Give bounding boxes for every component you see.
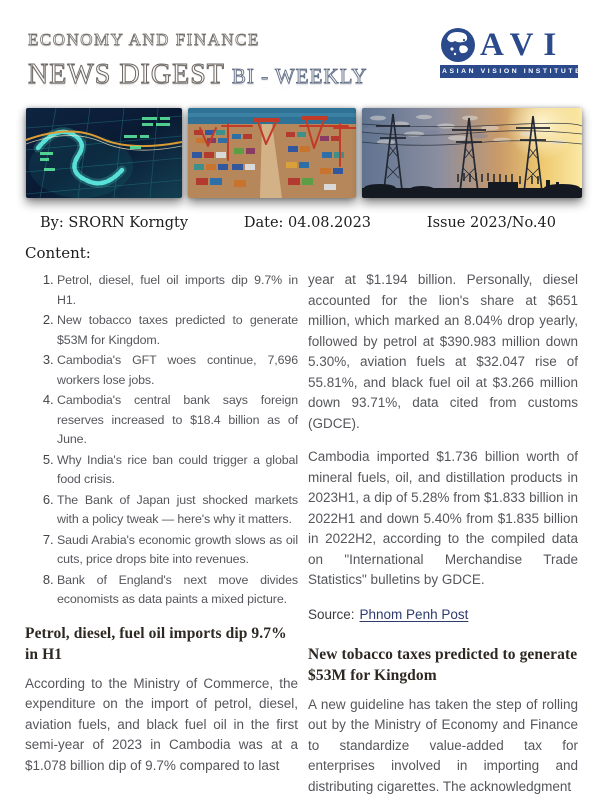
article1-text-right-2: Cambodia imported $1.736 billion worth of mineral fuels, oil, and distillation products in 2023H1, a dip of 5.28% from $1.833 billion in 2022H1 and down 5.40% from $1.835 billion in 2022H2, according to the compiled data on "International Merchandise Trade Statistics" bulletins by GDCE. — [308, 449, 578, 587]
globe-icon — [440, 27, 476, 63]
byline-date: Date: 04.08.2023 — [243, 215, 372, 231]
source-label: Source: — [308, 606, 355, 622]
article1-title: Petrol, diesel, fuel oil imports dip 9.7% in H1 — [25, 624, 287, 663]
newsletter-kicker: ECONOMY AND FINANCE — [28, 30, 260, 49]
masthead-titles — [28, 27, 368, 89]
article2-title: New tobacco taxes predicted to generate $53M for Kingdom — [308, 645, 578, 684]
source-line — [308, 607, 578, 622]
contents-item: 2. New tobacco taxes predicted to generate $53M for Kingdom. — [57, 310, 298, 350]
power-grid-sunset-photo — [362, 108, 582, 198]
newsletter-title: NEWS DIGEST — [28, 59, 225, 90]
contents-item: 3. Cambodia's GFT woes continue, 7,696 workers lose jobs. — [57, 350, 298, 390]
contents-item: 8. Bank of England's next move divides economists as data paints a mixed picture. — [57, 570, 298, 610]
logo-acronym: AVI — [480, 26, 567, 63]
stock-market-photo — [26, 108, 182, 198]
avi-logo — [440, 26, 583, 78]
logo-organization: ASIAN VISION INSTITUTE — [440, 65, 578, 78]
byline-issue: Issue 2023/No.40 — [426, 215, 556, 231]
body-columns — [0, 262, 600, 797]
contents-item: 6. The Bank of Japan just shocked markets with a policy tweak — here's why it matters. — [57, 490, 298, 530]
contents-item: 5. Why India's rice ban could trigger a global food crisis. — [57, 450, 298, 490]
contents-item: 4. Cambodia's central bank says foreign reserves increased to $18.4 billion as of June. — [57, 390, 298, 450]
contents-item: 1. Petrol, diesel, fuel oil imports dip 9.7% in H1. — [57, 270, 298, 310]
byline-row — [40, 215, 556, 231]
banner-images — [26, 108, 600, 198]
newsletter-title-row — [28, 61, 368, 89]
byline-author: By: SRORN Korngty — [40, 215, 189, 231]
newsletter-subtitle: BI - WEEKLY — [231, 64, 368, 88]
masthead — [0, 0, 600, 89]
right-column — [308, 270, 578, 797]
left-column — [25, 270, 298, 776]
article1-text-right-1: year at $1.194 billion. Personally, diesel accounted for the lion's share at $651 million, which marked an 8.04% drop yearly, followed by petrol at $390.983 million down 5.30%, aviation fuels at $32.047 rise of 55.81%, and black fuel oil at $3.266 million down 93.71%, data cited from customs (GDCE). — [308, 272, 578, 431]
article1-text-left: According to the Ministry of Commerce, the expenditure on the import of petrol, diesel, aviation fuels, and black fuel oil in the first semi-year of 2023 in Cambodia was at a $1.078 billion dip of 9.7% compared to last — [25, 675, 298, 773]
article2-text: A new guideline has taken the step of rolling out by the Ministry of Economy and Finance to standardize value-added tax for enterprises involved in importing and distributing cigarettes. The acknowledgment — [308, 696, 578, 794]
contents-item: 7. Saudi Arabia's economic growth slows as oil cuts, price drops bite into revenues. — [57, 530, 298, 570]
contents-list — [25, 270, 298, 610]
container-port-photo — [188, 108, 356, 198]
source-link[interactable]: Phnom Penh Post — [359, 606, 469, 622]
contents-heading: Content: — [25, 244, 91, 262]
